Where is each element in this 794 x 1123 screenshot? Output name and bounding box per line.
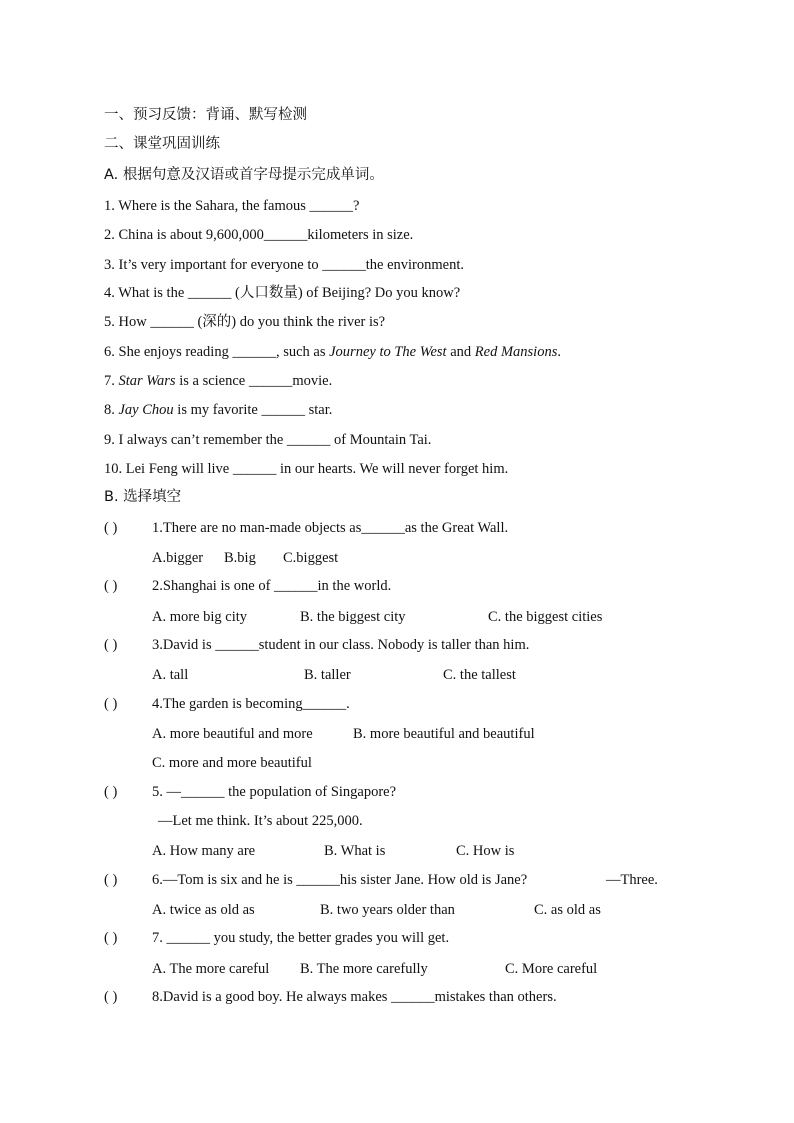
question-3-option-b: B. taller bbox=[304, 667, 351, 683]
question-5-option-c: C. How is bbox=[456, 843, 515, 859]
item-6-and: and bbox=[446, 344, 475, 360]
question-4-text: 4.The garden is becoming______. bbox=[152, 696, 350, 712]
question-1 bbox=[104, 519, 508, 537]
answer-bracket: ( ) bbox=[104, 784, 118, 800]
part-a-item-9: 9. I always can’t remember the ______ of Mountain Tai. bbox=[104, 432, 432, 448]
question-5-text: 5. —______ the population of Singapore? bbox=[152, 784, 397, 800]
item-6-title-1: Journey to The West bbox=[329, 344, 447, 360]
item-8-number: 8. bbox=[104, 402, 119, 418]
answer-bracket: ( ) bbox=[104, 520, 118, 536]
answer-bracket: ( ) bbox=[104, 989, 118, 1005]
item-6-period: . bbox=[557, 344, 561, 360]
part-a-item-4: 4. What is the ______ (人口数量) of Beijing? Do you know? bbox=[104, 285, 461, 301]
part-a-item-8 bbox=[104, 401, 332, 419]
question-6-text: 6.—Tom is six and he is ______his sister Jane. How old is Jane? bbox=[152, 872, 528, 888]
part-a-item-7 bbox=[104, 372, 332, 390]
item-6-text: 6. She enjoys reading ______, such as bbox=[104, 344, 330, 360]
question-5-option-b: B. What is bbox=[324, 843, 386, 859]
question-4-option-b: B. more beautiful and beautiful bbox=[353, 726, 535, 742]
question-1-option-b: B.big bbox=[224, 550, 256, 566]
answer-bracket: ( ) bbox=[104, 696, 118, 712]
question-4 bbox=[104, 695, 350, 713]
part-a-item-1: 1. Where is the Sahara, the famous ______? bbox=[104, 198, 360, 214]
part-a-heading: A. 根据句意及汉语或首字母提示完成单词。 bbox=[104, 167, 384, 183]
question-6 bbox=[104, 871, 527, 889]
section-2-heading: 二、课堂巩固训练 bbox=[104, 136, 220, 152]
section-1-heading: 一、预习反馈：背诵、默写检测 bbox=[104, 107, 307, 123]
question-5 bbox=[104, 783, 396, 801]
question-1-option-c: C.biggest bbox=[283, 550, 339, 566]
question-2-option-b: B. the biggest city bbox=[300, 609, 406, 625]
question-1-text: 1.There are no man-made objects as______as the Great Wall. bbox=[152, 520, 509, 536]
question-3 bbox=[104, 636, 529, 654]
item-8-name: Jay Chou bbox=[118, 402, 174, 418]
item-7-text: is a science ______movie. bbox=[175, 373, 333, 389]
question-3-text: 3.David is ______student in our class. Nobody is taller than him. bbox=[152, 637, 530, 653]
question-8 bbox=[104, 988, 557, 1006]
question-5-option-a: A. How many are bbox=[152, 843, 256, 859]
question-6-option-b: B. two years older than bbox=[320, 902, 455, 918]
answer-bracket: ( ) bbox=[104, 637, 118, 653]
question-2-text: 2.Shanghai is one of ______in the world. bbox=[152, 578, 392, 594]
question-7 bbox=[104, 929, 449, 947]
item-6-title-2: Red Mansions bbox=[474, 344, 558, 360]
answer-bracket: ( ) bbox=[104, 872, 118, 888]
part-a-item-6 bbox=[104, 343, 561, 361]
part-a-item-10: 10. Lei Feng will live ______ in our hearts. We will never forget him. bbox=[104, 461, 509, 477]
question-4-option-c: C. more and more beautiful bbox=[152, 755, 312, 771]
part-a-item-2: 2. China is about 9,600,000______kilometers in size. bbox=[104, 227, 414, 243]
part-a-item-3: 3. It’s very important for everyone to ______the environment. bbox=[104, 257, 464, 273]
item-7-title: Star Wars bbox=[118, 373, 176, 389]
question-7-option-a: A. The more careful bbox=[152, 961, 270, 977]
question-7-text: 7. ______ you study, the better grades you will get. bbox=[152, 930, 450, 946]
question-3-option-a: A. tall bbox=[152, 667, 189, 683]
question-2 bbox=[104, 577, 391, 595]
answer-bracket: ( ) bbox=[104, 578, 118, 594]
question-7-option-b: B. The more carefully bbox=[300, 961, 428, 977]
item-7-number: 7. bbox=[104, 373, 119, 389]
question-5-reply: —Let me think. It’s about 225,000. bbox=[158, 813, 363, 829]
question-8-text: 8.David is a good boy. He always makes ______mistakes than others. bbox=[152, 989, 557, 1005]
part-a-item-5: 5. How ______ (深的) do you think the river is? bbox=[104, 314, 386, 330]
part-b-heading: B. 选择填空 bbox=[104, 489, 182, 505]
question-7-option-c: C. More careful bbox=[505, 961, 598, 977]
item-8-text: is my favorite ______ star. bbox=[173, 402, 333, 418]
question-6-reply: —Three. bbox=[606, 872, 658, 888]
question-2-option-c: C. the biggest cities bbox=[488, 609, 603, 625]
question-3-option-c: C. the tallest bbox=[443, 667, 516, 683]
question-1-option-a: A.bigger bbox=[152, 550, 204, 566]
question-6-option-a: A. twice as old as bbox=[152, 902, 255, 918]
question-6-option-c: C. as old as bbox=[534, 902, 601, 918]
answer-bracket: ( ) bbox=[104, 930, 118, 946]
question-2-option-a: A. more big city bbox=[152, 609, 248, 625]
question-4-option-a: A. more beautiful and more bbox=[152, 726, 313, 742]
